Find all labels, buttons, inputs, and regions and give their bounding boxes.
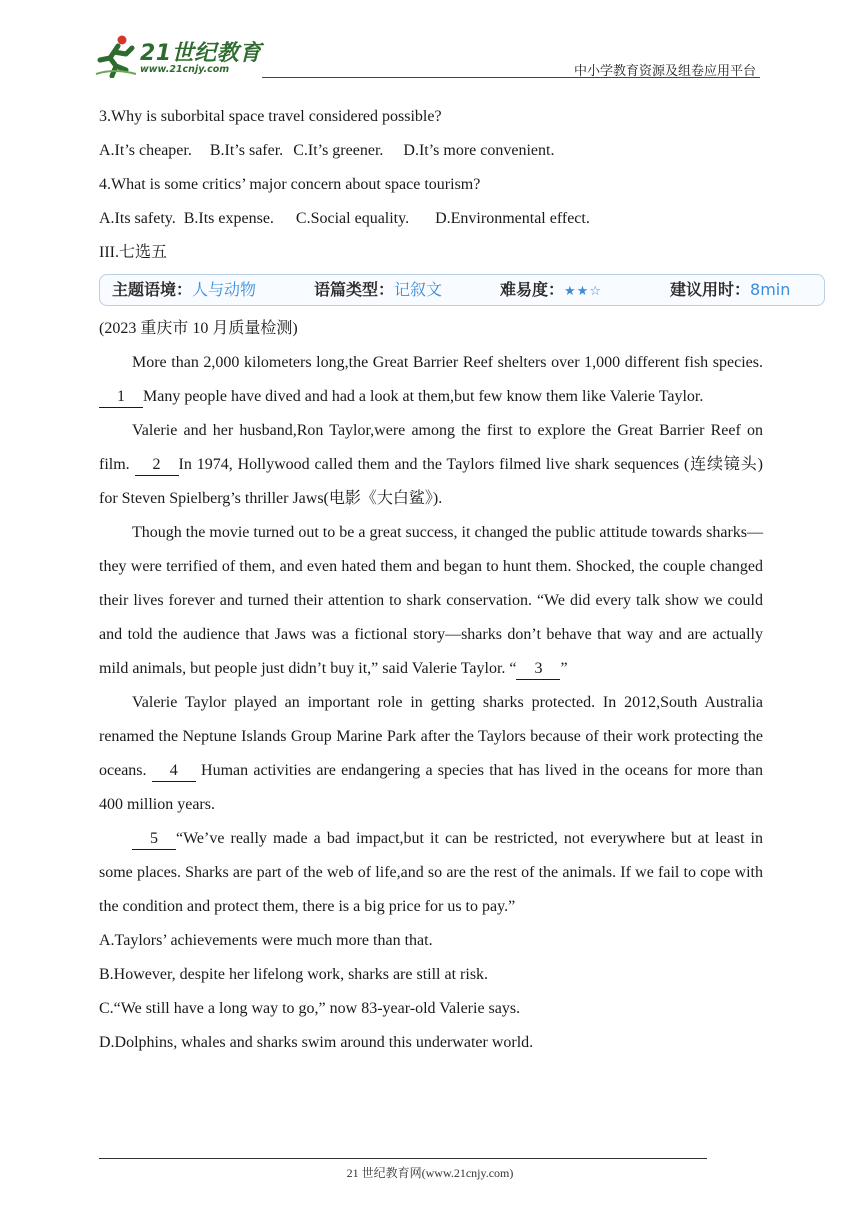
section-title: III.七选五 (99, 244, 167, 261)
theme-label: 主题语境： (112, 280, 193, 299)
paragraph-4: Valerie Taylor played an important role in getting sharks protected. In 2012,South Australia renamed the Neptune Islands Group Marine Park after the Taylors because of their work protecting the oceans. 4 Human activities are endangering a species that has lived in the oceans for more than 400 million years. (99, 694, 764, 813)
paragraph-5: 5 “We’ve really made a bad impact,but it can be restricted, not everywhere but at least in some places. Sharks are part of the web of life,and so are the rest of the animals. If we fail to cope with the condition and protect them, there is a big price for us to pay.” (99, 830, 763, 915)
difficulty-label: 难易度： (500, 280, 565, 299)
blank-4[interactable]: 4 (152, 761, 196, 782)
option-b: B.It’s safer. (209, 142, 284, 159)
passage-info-bar (99, 274, 825, 306)
time-cell (670, 275, 790, 305)
option-d: D.Environmental effect. (435, 210, 590, 227)
type-cell (314, 275, 442, 305)
page-footer: 21 世纪教育网(www.21cnjy.com) (346, 1166, 514, 1180)
page-content (99, 100, 791, 1060)
logo-text: 21世纪教育 (140, 41, 262, 66)
blank-1[interactable]: 1 (99, 387, 143, 408)
choice-d: D.Dolphins, whales and sharks swim around this underwater world. (99, 1034, 534, 1051)
page-header (0, 0, 860, 80)
platform-name: 中小学教育资源及组卷应用平台 (573, 64, 756, 79)
question-4-stem: 4.What is some critics’ major concern about space tourism? (99, 176, 481, 193)
theme-cell (112, 275, 256, 305)
paragraph-2: Valerie and her husband,Ron Taylor,were among the first to explore the Great Barrier Reef on film. 2 In 1974, Hollywood called them and the Taylors filmed live shark sequences (连续镜头) for Steven Spielberg’s thriller Jaws(电影《大白鲨》). (99, 422, 763, 507)
difficulty-cell (500, 275, 602, 307)
option-a: A.Its safety. (99, 210, 176, 227)
time-value: 8min (750, 280, 791, 299)
footer-divider (99, 1158, 707, 1159)
blank-5[interactable]: 5 (132, 829, 176, 850)
choice-a: A.Taylors’ achievements were much more than that. (99, 932, 433, 949)
type-label: 语篇类型： (314, 280, 395, 299)
theme-value: 人与动物 (192, 280, 257, 299)
choice-c: C.“We still have a long way to go,” now 83-year-old Valerie says. (99, 1000, 521, 1017)
question-4-options (99, 202, 763, 236)
type-value: 记叙文 (394, 280, 443, 299)
blank-2[interactable]: 2 (135, 455, 179, 476)
source-note: (2023 重庆市 10 月质量检测) (99, 320, 298, 337)
option-c: C.Social equality. (295, 210, 410, 227)
logo-url: www.21cnjy.com (140, 64, 230, 75)
option-b: B.Its expense. (183, 210, 274, 227)
logo (94, 34, 264, 78)
paragraph-3: Though the movie turned out to be a great success, it changed the public attitude towards sharks—they were terrified of them, and even hated them and began to hunt them. Shocked, the couple changed their lives forever and turned their attention to shark conservation. “We did every talk show we could and told the audience that Jaws was a fictional story—sharks don’t behave that way and are actually mild animals, but people just didn’t buy it,” said Valerie Taylor. “ 3 ” (99, 516, 763, 686)
runner-logo-icon (94, 34, 138, 78)
question-3-options (99, 134, 763, 168)
option-c: C.It’s greener. (293, 142, 384, 159)
option-d: D.It’s more convenient. (403, 142, 555, 159)
header-divider (262, 77, 760, 78)
question-3-stem: 3.Why is suborbital space travel considered possible? (99, 108, 442, 125)
choice-b: B.However, despite her lifelong work, sharks are still at risk. (99, 966, 489, 983)
star-rating-icon: ★★☆ (564, 284, 602, 299)
option-a: A.It’s cheaper. (99, 142, 192, 159)
paragraph-1: More than 2,000 kilometers long,the Great Barrier Reef shelters over 1,000 different fish species.1 Many people have dived and had a look at them,but few know them like Valerie Taylor. (99, 346, 763, 414)
time-label: 建议用时： (670, 280, 751, 299)
blank-3[interactable]: 3 (516, 659, 560, 680)
